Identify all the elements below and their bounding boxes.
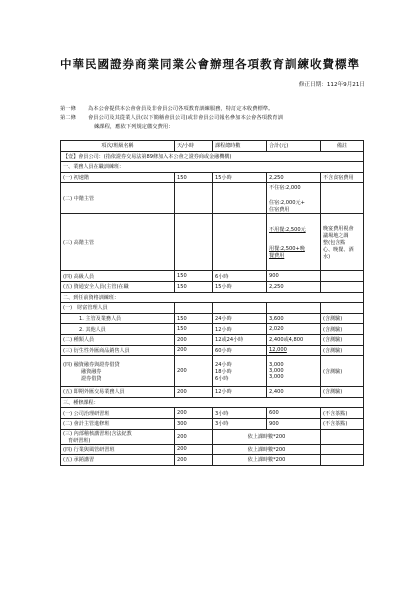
article-list [60,105,368,132]
section-title: 一、業務人員在職訓練班： [61,162,364,173]
empty-cell [321,183,364,214]
section-row [61,162,364,173]
amount-line: 用餐:2,500+晚 [269,245,305,252]
table-row [61,455,364,466]
item-name: 1. 主管及業務人員 [61,313,175,324]
column-header: 合計(元) [267,141,321,152]
article-2 [60,114,368,123]
item-name [61,356,175,387]
total-amount [267,183,321,214]
empty-cell [175,214,213,271]
item-name: (一) 公司治理研習班 [61,408,175,419]
amount-line: 3,000 [269,368,284,375]
total-amount: 2,250 [267,281,321,292]
unit-fee: 150 [175,324,213,335]
amount-line: 住宿:2,000元+ [269,199,305,206]
total-hours: 6小時 [213,271,267,282]
amount-line: 不用餐:2,500元 [269,226,306,233]
remark: (含測驗) [321,356,364,387]
item-name: 2. 其他人員 [61,324,175,335]
section-row [61,292,364,303]
remark: (不含茶點) [321,408,364,419]
empty-cell [321,444,364,455]
total-amount: 3,600 [267,313,321,324]
item-name [61,429,175,444]
total-amount: 2,020 [267,324,321,335]
remark: (含測驗) [321,313,364,324]
item-name: (一) 初速階 [61,172,175,183]
unit-fee: 150 [175,271,213,282]
column-header: 備註 [321,141,364,152]
table-row [61,281,364,292]
item-line: 融資融券 [81,368,102,375]
table-row [61,418,364,429]
item-name: (四) 行業與風管研習班 [61,444,175,455]
table-row [61,408,364,419]
unit-fee: 200 [175,408,213,419]
total-hours: 24小時 [213,313,267,324]
total-amount: 依上課時數*200 [213,455,321,466]
total-amount: 2,400或4,800 [267,334,321,345]
item-line: (四) 融資融券與證券借貸 [63,361,120,368]
remark: (含測驗) [321,324,364,335]
unit-fee: 200 [175,345,213,356]
amount-line: 3,000 [269,374,284,381]
total-amount: 依上課時數*200 [213,444,321,455]
total-hours: 3小時 [213,408,267,419]
unit-fee: 150 [175,172,213,183]
amount-line: 3,000 [269,362,284,369]
item-name: (二) 種類人員 [61,334,175,345]
remark: 不含食宿費用 [321,172,364,183]
total-amount: 900 [267,418,321,429]
total-amount [267,356,321,387]
total-hours: 60小時 [213,345,267,356]
hours-line: 18小時 [215,368,232,375]
item-line: 證券借貸 [81,375,102,382]
member-section-row [61,151,364,162]
total-hours: 15小時 [213,172,267,183]
unit-fee: 300 [175,418,213,429]
table-row [61,334,364,345]
remark-line: 晚宴費用視會 [323,225,354,232]
total-hours: 15小時 [213,281,267,292]
column-header: 課程總時數 [213,141,267,152]
section-title: 三、種修課程： [61,397,364,408]
empty-cell [321,281,364,292]
item-name: (五) 即期外匯交易業務人員 [61,387,175,398]
item-name: (五) 承銷講習 [61,455,175,466]
total-hours [213,356,267,387]
total-amount [267,214,321,271]
empty-cell [213,214,267,271]
total-hours: 12或24小時 [213,334,267,345]
table-row [61,303,364,314]
remark-line: 水) [323,253,331,260]
item-name: (一) 財富管理人員 [61,303,175,314]
table-row [61,345,364,356]
unit-fee: 150 [175,281,213,292]
article-label: 第二條 [60,115,76,121]
unit-fee: 150 [175,313,213,324]
remark-line: 心、晚餐、酒 [323,246,354,253]
unit-fee: 200 [175,387,213,398]
table-row [61,271,364,282]
item-name: (三) 高階主管 [61,214,175,271]
empty-cell [213,303,267,314]
spacer [269,233,318,245]
article-label [60,123,88,132]
item-line: (三) 內部稽核講習班(含法紀教 [63,430,132,437]
article-text: 為本公會提供本公會會員及非會員公司各項教育訓練服務，特訂定本收費標準。 [88,106,274,112]
remark-line: 議場地之調 [323,232,349,239]
table-row [61,183,364,214]
remark: (含測驗) [321,334,364,345]
total-amount: 900 [267,271,321,282]
total-amount: 600 [267,408,321,419]
total-hours: 3小時 [213,418,267,429]
table-row [61,214,364,271]
remark: (不含茶點) [321,418,364,429]
revised-date: 修正日期：112年9月21日 [298,82,365,88]
column-header: 天/小時 [175,141,213,152]
table-row [61,356,364,387]
total-amount: 依上課時數*200 [213,429,321,444]
unit-fee: 200 [175,444,213,455]
article-2-cont [60,123,368,132]
unit-fee: 200 [175,334,213,345]
table-row [61,429,364,444]
empty-cell [213,183,267,214]
total-hours: 12小時 [213,387,267,398]
empty-cell [175,183,213,214]
unit-fee: 200 [175,455,213,466]
item-name: (三) 衍生性外匯商品銷售人員 [61,345,175,356]
table-row [61,313,364,324]
remark: (含測驗) [321,387,364,398]
hours-line: 6小時 [215,375,229,382]
section-row [61,397,364,408]
fee-table [60,140,364,466]
total-amount: 2,250 [267,172,321,183]
empty-cell [267,303,321,314]
empty-cell [321,271,364,282]
unit-fee: 200 [175,356,213,387]
item-name: (二) 會計主管進修班 [61,418,175,429]
item-name: (四) 高級人員 [61,271,175,282]
table-row [61,444,364,455]
table-row [61,387,364,398]
amount-line: 不住宿:2,000 [269,184,301,191]
empty-cell [321,303,364,314]
total-amount: 2,400 [267,387,321,398]
empty-cell [175,303,213,314]
article-text: 會員公司及其從業人員(以下簡稱會員公司)或非會員公司報名參加本公會各項教育訓 [88,115,283,121]
item-line: 育研習班) [68,437,91,444]
remark-line: 整(包含點 [323,239,346,246]
article-label: 第一條 [60,106,76,112]
item-name: (五) 資通安全人員(主管)在職 [61,281,175,292]
amount-line: 住宿費用 [269,206,290,213]
page-title: 中華民國證券商業同業公會辦理各項教育訓練收費標準 [60,57,360,71]
empty-cell [321,455,364,466]
total-amount: 12,000 [267,345,321,356]
remark: (含測驗) [321,345,364,356]
remark [321,214,364,271]
article-text: 練課程，應依下列規定繳交費用： [94,124,174,130]
unit-fee: 200 [175,429,213,444]
empty-cell [321,429,364,444]
table-header-row [61,141,364,152]
item-name: (二) 中階主管 [61,183,175,214]
hours-line: 24小時 [215,361,232,368]
amount-line: 餐費用 [269,252,285,259]
total-hours: 12小時 [213,324,267,335]
section-title: 二、到任前資格訓練班： [61,292,364,303]
article-1 [60,105,368,114]
table-row [61,324,364,335]
member-note: 【壹】會員公司：(指依證券交易法第89條加入本公會之證券商或金融機構) [61,151,364,162]
table-row [61,172,364,183]
spacer [269,191,318,199]
column-header: 項次/班級名稱 [61,141,175,152]
